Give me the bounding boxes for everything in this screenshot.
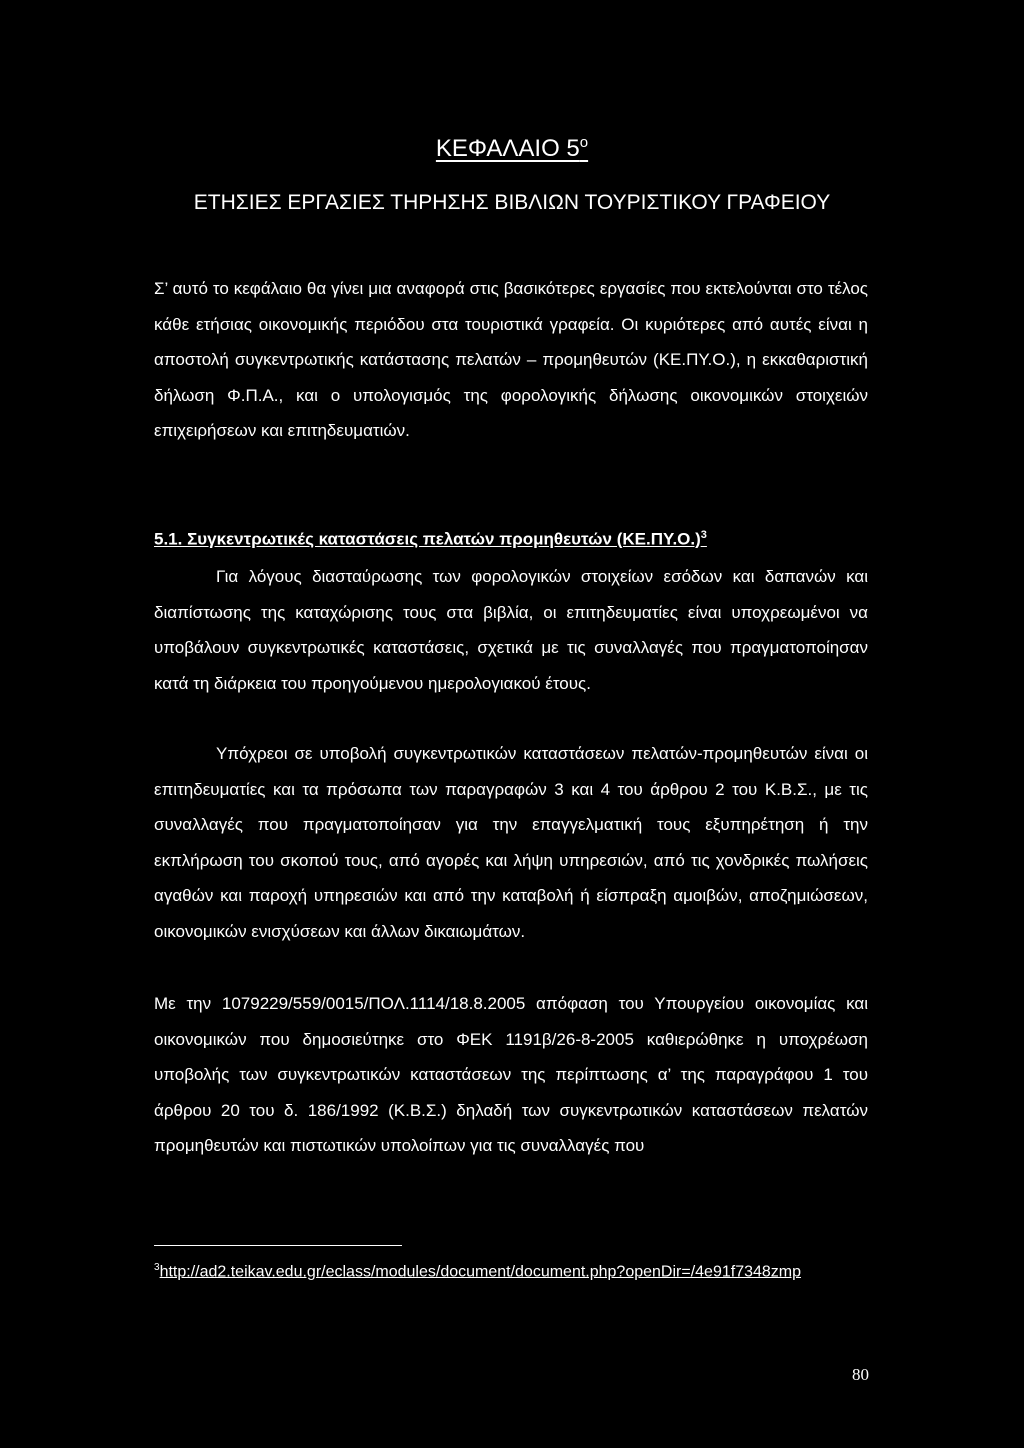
footnote-reference[interactable]: 3	[700, 529, 707, 541]
intro-paragraph: Σ’ αυτό το κεφάλαιο θα γίνει μια αναφορά στις βασικότερες εργασίες που εκτελούνται στο τέλος κάθε ετήσιας οικονομικής περιόδου στα τουριστικά γραφεία. Οι κυριότερες από αυτές είναι η αποστολή συγκεντρωτικής κατάστασης πελατών – προμηθευτών (ΚΕ.ΠΥ.Ο.), η εκκαθαριστική δήλωση Φ.Π.Α., και ο υπολογισμός της φορολογικής δήλωσης οικονομικών στοιχειών επιχειρήσεων και επιτηδευματιών.	[154, 279, 868, 440]
body-paragraph: Υπόχρεοι σε υποβολή συγκεντρωτικών καταστάσεων πελατών-προμηθευτών είναι οι επιτηδευματίες και τα πρόσωπα των παραγραφών 3 και 4 του άρθρου 2 του Κ.Β.Σ., με τις συναλλαγές που πραγματοποίησαν για την επαγγελματική τους εξυπηρέτηση ή την εκπλήρωση του σκοπού τους, από αγορές και λήψη υπηρεσιών, από τις χονδρικές πωλήσεις αγαθών και παροχή υπηρεσιών και από την καταβολή ή είσπραξη αμοιβών, αποζημιώσεων, οικονομικών ενισχύσεων και άλλων δικαιωμάτων.	[154, 744, 868, 941]
footnote-divider	[154, 1245, 402, 1246]
chapter-title-text: ΚΕΦΑΛΑΙΟ 5	[435, 135, 580, 162]
section-heading-text: 5.1. Συγκεντρωτικές καταστάσεις πελατών προμηθευτών (ΚΕ.ΠΥ.Ο.)	[154, 529, 701, 549]
body-paragraph: Με την 1079229/559/0015/ΠΟΛ.1114/18.8.2005 απόφαση του Υπουργείου οικονομίας και οικονομικών που δημοσιεύτηκε στο ΦΕΚ 1191β/26-8-2005 καθιερώθηκε η υποχρέωση υποβολής των συγκεντρωτικών καταστάσεων της περίπτωσης α’ της παραγράφου 1 του άρθρου 20 του δ. 186/1992 (Κ.Β.Σ.) δηλαδή των συγκεντρωτικών καταστάσεων πελατών προμηθευτών και πιστωτικών υπολοίπων για τις συναλλαγές που	[154, 994, 868, 1155]
chapter-title	[0, 128, 1024, 164]
footnote-link[interactable]: http://ad2.teikav.edu.gr/eclass/modules/document/document.php?openDir=/4e91f7348zmp	[159, 1263, 802, 1281]
footnote	[154, 1256, 874, 1283]
page-number: 80	[852, 1365, 869, 1384]
chapter-title-superscript: ο	[579, 134, 589, 151]
chapter-subtitle: ΕΤΗΣΙΕΣ ΕΡΓΑΣΙΕΣ ΤΗΡΗΣΗΣ ΒΙΒΛΙΩΝ ΤΟΥΡΙΣΤΙΚΟΥ ΓΡΑΦΕΙΟΥ	[193, 191, 831, 214]
body-paragraph: Για λόγους διασταύρωσης των φορολογικών στοιχείων εσόδων και δαπανών και διαπίστωσης της καταχώρισης τους στα βιβλία, οι επιτηδευματίες είναι υποχρεωμένοι να υποβάλουν συγκεντρωτικές καταστάσεις, σχετικά με τις συναλλαγές που πραγματοποίησαν κατά τη διάρκεια του προηγούμενου ημερολογιακού έτους.	[154, 567, 868, 693]
section-heading	[154, 522, 707, 553]
footnote-marker: 3	[154, 1262, 160, 1273]
